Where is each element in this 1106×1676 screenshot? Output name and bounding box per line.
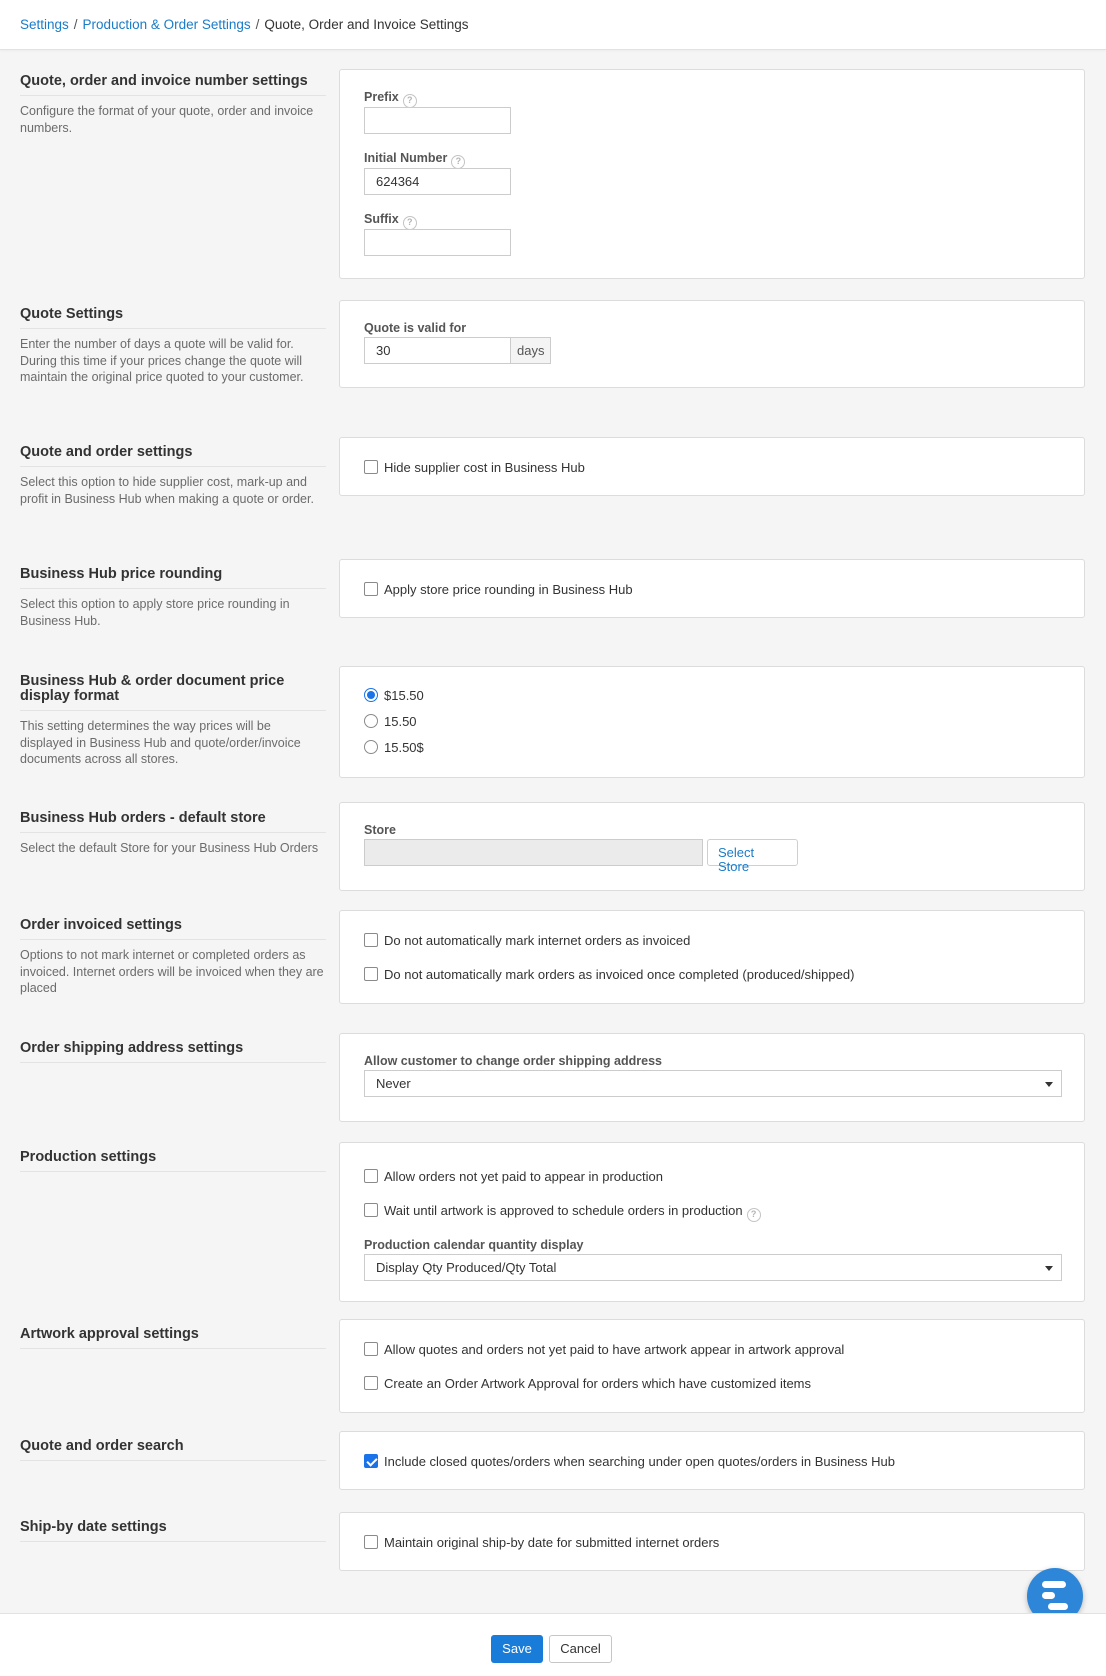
no-mark-internet-invoiced-label: Do not automatically mark internet orders as invoiced <box>384 933 691 948</box>
section-number-settings <box>20 74 326 136</box>
prefix-label <box>364 90 417 108</box>
order-search-panel <box>339 1431 1085 1490</box>
breadcrumb <box>20 17 469 32</box>
unpaid-in-production-label: Allow orders not yet paid to appear in production <box>384 1169 663 1184</box>
order-artwork-approval-label: Create an Order Artwork Approval for orders which have customized items <box>384 1376 812 1391</box>
quote-settings-panel <box>339 300 1085 388</box>
price-format-panel <box>339 666 1085 778</box>
no-mark-completed-invoiced-checkbox[interactable] <box>364 967 378 981</box>
cancel-button[interactable]: Cancel <box>549 1635 612 1663</box>
breadcrumb-production-link[interactable]: Production & Order Settings <box>82 17 251 32</box>
section-title: Quote and order settings <box>20 445 326 467</box>
section-shipping-address <box>20 1041 326 1063</box>
quote-valid-label: Quote is valid for <box>364 321 467 335</box>
select-store-button[interactable]: Select Store <box>707 839 798 866</box>
chat-widget-bar <box>1042 1592 1055 1599</box>
unpaid-in-production-checkbox[interactable] <box>364 1169 378 1183</box>
suffix-label <box>364 212 417 230</box>
price-format-radio-1[interactable] <box>364 688 378 702</box>
breadcrumb-separator: / <box>255 17 260 32</box>
initial-number-input[interactable]: 624364 <box>364 168 511 195</box>
production-panel <box>339 1142 1085 1302</box>
section-quote-settings <box>20 307 326 386</box>
section-description: Configure the format of your quote, order and invoice numbers. <box>20 104 314 135</box>
price-format-radio-2[interactable] <box>364 714 378 728</box>
section-title: Business Hub orders - default store <box>20 811 326 833</box>
section-description: This setting determines the way prices will be displayed in Business Hub and quote/order/invoice documents across all stores. <box>20 719 301 766</box>
breadcrumb-separator: / <box>73 17 78 32</box>
breadcrumb-current: Quote, Order and Invoice Settings <box>264 17 469 32</box>
shipping-address-panel <box>339 1033 1085 1122</box>
chat-widget-bar <box>1048 1603 1068 1610</box>
order-invoiced-panel <box>339 910 1085 1004</box>
price-rounding-panel <box>339 559 1085 618</box>
suffix-label-text: Suffix <box>364 212 399 226</box>
section-production <box>20 1150 326 1172</box>
section-order-search <box>20 1439 326 1461</box>
chevron-down-icon <box>1045 1082 1053 1087</box>
no-mark-completed-invoiced-label: Do not automatically mark orders as invoiced once completed (produced/shipped) <box>384 967 855 982</box>
section-default-store <box>20 811 326 857</box>
price-rounding-checkbox[interactable] <box>364 582 378 596</box>
section-description: Select this option to hide supplier cost, mark-up and profit in Business Hub when making a quote or order. <box>20 475 314 506</box>
maintain-ship-by-label: Maintain original ship-by date for submitted internet orders <box>384 1535 720 1550</box>
section-title: Ship-by date settings <box>20 1520 326 1542</box>
no-mark-internet-invoiced-checkbox[interactable] <box>364 933 378 947</box>
unpaid-artwork-approval-label: Allow quotes and orders not yet paid to have artwork appear in artwork approval <box>384 1342 845 1357</box>
quote-valid-days-input[interactable]: 30 <box>364 337 511 364</box>
store-input <box>364 839 703 866</box>
price-rounding-label: Apply store price rounding in Business Hub <box>384 582 633 597</box>
prefix-input[interactable] <box>364 107 511 134</box>
section-title: Artwork approval settings <box>20 1327 326 1349</box>
price-format-option-2: 15.50 <box>384 714 417 729</box>
section-quote-order-settings <box>20 445 326 507</box>
help-icon[interactable]: ? <box>403 216 417 230</box>
section-title: Order invoiced settings <box>20 918 326 940</box>
section-price-format <box>20 674 326 768</box>
section-title: Business Hub price rounding <box>20 567 326 589</box>
chat-widget-bar <box>1042 1581 1066 1588</box>
wait-artwork-approval-text: Wait until artwork is approved to schedule orders in production <box>384 1203 743 1218</box>
suffix-input[interactable] <box>364 229 511 256</box>
section-ship-by <box>20 1520 326 1542</box>
wait-artwork-approval-checkbox[interactable] <box>364 1203 378 1217</box>
initial-number-label <box>364 151 465 169</box>
hide-supplier-cost-label: Hide supplier cost in Business Hub <box>384 460 585 475</box>
shipping-address-select-label: Allow customer to change order shipping address <box>364 1054 662 1068</box>
wait-artwork-approval-label <box>384 1203 761 1222</box>
quote-order-settings-panel <box>339 437 1085 496</box>
shipping-address-select[interactable] <box>364 1070 1062 1097</box>
default-store-panel <box>339 802 1085 891</box>
section-order-invoiced <box>20 918 326 997</box>
section-description: Enter the number of days a quote will be valid for. During this time if your prices change the quote will maintain the original price quoted to your customer. <box>20 337 304 384</box>
breadcrumb-settings-link[interactable]: Settings <box>20 17 69 32</box>
calendar-qty-select[interactable] <box>364 1254 1062 1281</box>
section-title: Production settings <box>20 1150 326 1172</box>
footer-bar <box>0 1613 1106 1676</box>
section-description: Select the default Store for your Business Hub Orders <box>20 841 319 855</box>
price-format-option-3: 15.50$ <box>384 740 424 755</box>
shipping-address-select-value: Never <box>376 1076 411 1091</box>
section-description: Select this option to apply store price rounding in Business Hub. <box>20 597 290 628</box>
include-closed-search-checkbox[interactable] <box>364 1454 378 1468</box>
order-artwork-approval-checkbox[interactable] <box>364 1376 378 1390</box>
days-addon: days <box>511 337 551 364</box>
prefix-label-text: Prefix <box>364 90 399 104</box>
hide-supplier-cost-checkbox[interactable] <box>364 460 378 474</box>
include-closed-search-label: Include closed quotes/orders when searching under open quotes/orders in Business Hub <box>384 1454 895 1469</box>
section-title: Quote Settings <box>20 307 326 329</box>
help-icon[interactable]: ? <box>747 1208 761 1222</box>
section-description: Options to not mark internet or completed orders as invoiced. Internet orders will be invoiced when they are placed <box>20 948 324 995</box>
initial-number-label-text: Initial Number <box>364 151 448 165</box>
store-label: Store <box>364 823 396 837</box>
section-price-rounding <box>20 567 326 629</box>
save-button[interactable]: Save <box>491 1635 543 1663</box>
calendar-qty-label: Production calendar quantity display <box>364 1238 584 1252</box>
ship-by-panel <box>339 1512 1085 1571</box>
price-format-option-1: $15.50 <box>384 688 424 703</box>
top-bar <box>0 0 1106 50</box>
price-format-radio-3[interactable] <box>364 740 378 754</box>
chevron-down-icon <box>1045 1266 1053 1271</box>
help-icon[interactable]: ? <box>403 94 417 108</box>
section-title: Business Hub & order document price display format <box>20 674 326 711</box>
artwork-approval-panel <box>339 1319 1085 1413</box>
unpaid-artwork-approval-checkbox[interactable] <box>364 1342 378 1356</box>
calendar-qty-select-value: Display Qty Produced/Qty Total <box>376 1260 557 1275</box>
section-artwork-approval <box>20 1327 326 1349</box>
section-title: Quote and order search <box>20 1439 326 1461</box>
section-title: Quote, order and invoice number settings <box>20 74 326 96</box>
section-title: Order shipping address settings <box>20 1041 326 1063</box>
number-settings-panel <box>339 69 1085 279</box>
maintain-ship-by-checkbox[interactable] <box>364 1535 378 1549</box>
help-icon[interactable]: ? <box>451 155 465 169</box>
